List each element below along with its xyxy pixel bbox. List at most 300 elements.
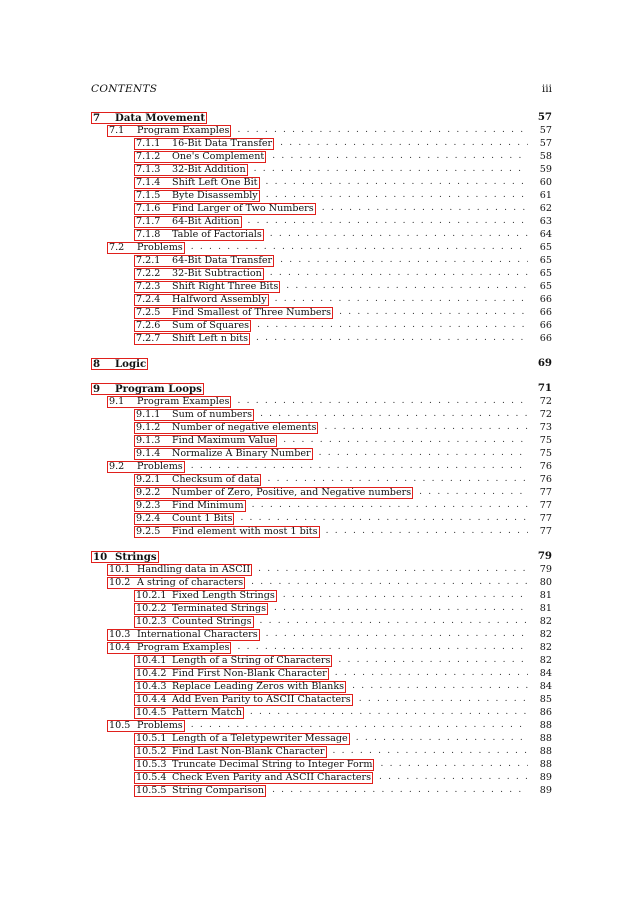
- toc-link[interactable]: [107, 396, 231, 408]
- toc-entry-number: 7.2: [109, 241, 125, 253]
- toc-link[interactable]: [107, 242, 185, 254]
- toc-entry-title: Find First Non-Blank Character: [172, 667, 327, 679]
- dot-leaders: [280, 137, 528, 150]
- toc-subsection-entry: [91, 447, 552, 460]
- toc-entry-number: 9.2: [109, 460, 125, 472]
- toc-entry-number: 7.1.4: [136, 176, 161, 188]
- toc-entry-title: Byte Disassembly: [172, 189, 258, 201]
- toc-page-number: 84: [539, 681, 552, 692]
- toc-page-number: 66: [539, 294, 552, 305]
- toc-subsection-entry: [91, 215, 552, 228]
- dot-leaders: [286, 280, 528, 293]
- dot-leaders: [272, 784, 528, 797]
- toc-link[interactable]: [134, 422, 318, 434]
- dot-leaders: [258, 563, 528, 576]
- toc-entry-number: 8: [93, 357, 101, 370]
- toc-entry-title: Problems: [137, 241, 183, 253]
- toc-entry-title: A string of characters: [137, 576, 244, 588]
- toc-page-number: 82: [539, 616, 552, 627]
- toc-page-number: 88: [539, 733, 552, 744]
- dot-leaders: [419, 486, 528, 499]
- dot-leaders: [270, 267, 528, 280]
- toc-link[interactable]: [134, 681, 346, 693]
- toc-page-number: 66: [539, 320, 552, 331]
- toc-link[interactable]: [134, 668, 329, 680]
- toc-entry-number: 7.2.1: [136, 254, 161, 266]
- toc-entry-number: 7.2.7: [136, 332, 161, 344]
- dot-leaders: [260, 615, 528, 628]
- toc-entry-title: Program Loops: [115, 382, 202, 395]
- dot-leaders: [260, 408, 528, 421]
- toc-entry-title: Data Movement: [115, 111, 206, 124]
- dot-leaders: [324, 421, 528, 434]
- toc-page-number: 89: [539, 785, 552, 796]
- toc-entry-number: 7.1.3: [136, 163, 161, 175]
- toc-entry-number: 9.2.5: [136, 525, 161, 537]
- toc-entry-title: 32-Bit Addition: [172, 163, 246, 175]
- toc-page-number: 79: [537, 550, 552, 562]
- toc-link[interactable]: [134, 603, 268, 615]
- toc-subsection-entry: [91, 228, 552, 241]
- toc-page-number: 64: [539, 229, 552, 240]
- dot-leaders: [251, 576, 528, 589]
- toc-section-entry: [91, 460, 552, 473]
- toc-subsection-entry: [91, 589, 552, 602]
- toc-page-number: 81: [539, 590, 552, 601]
- toc-link[interactable]: [134, 590, 277, 602]
- toc-entry-title: String Comparison: [172, 784, 265, 796]
- toc-entry-title: Strings: [115, 550, 157, 563]
- dot-leaders: [191, 241, 528, 254]
- toc-page-number: 72: [539, 409, 552, 420]
- table-of-contents: [91, 111, 552, 797]
- dot-leaders: [283, 589, 528, 602]
- dot-leaders: [256, 332, 528, 345]
- toc-entry-title: Shift Right Three Bits: [172, 280, 279, 292]
- toc-entry-number: 7.1.6: [136, 202, 161, 214]
- toc-entry-number: 10.2.1: [136, 589, 167, 601]
- toc-page-number: 88: [539, 759, 552, 770]
- toc-subsection-entry: [91, 732, 552, 745]
- dot-leaders: [280, 254, 528, 267]
- toc-entry-title: 64-Bit Adition: [172, 215, 240, 227]
- toc-link[interactable]: [91, 383, 204, 395]
- dot-leaders: [272, 150, 528, 163]
- toc-link[interactable]: [134, 138, 274, 150]
- toc-subsection-entry: [91, 512, 552, 525]
- toc-link[interactable]: [134, 333, 250, 345]
- toc-entry-title: 16-Bit Data Transfer: [172, 137, 273, 149]
- toc-entry-number: 7: [93, 111, 101, 124]
- toc-entry-title: Replace Leading Zeros with Blanks: [172, 680, 345, 692]
- toc-entry-number: 10.3: [109, 628, 131, 640]
- toc-entry-number: 9.1.2: [136, 421, 161, 433]
- toc-entry-title: Length of a String of Characters: [172, 654, 331, 666]
- toc-link[interactable]: [134, 772, 373, 784]
- toc-subsection-entry: [91, 408, 552, 421]
- toc-subsection-entry: [91, 267, 552, 280]
- toc-subsection-entry: [91, 280, 552, 293]
- dot-leaders: [252, 499, 528, 512]
- toc-page-number: 77: [539, 513, 552, 524]
- toc-entry-number: 7.2.6: [136, 319, 161, 331]
- toc-link[interactable]: [107, 125, 231, 137]
- toc-chapter-entry: [91, 382, 552, 395]
- toc-entry-number: 9.2.1: [136, 473, 161, 485]
- dot-leaders: [322, 202, 528, 215]
- dot-leaders: [240, 512, 528, 525]
- toc-subsection-entry: [91, 745, 552, 758]
- toc-entry-title: Count 1 Bits: [172, 512, 233, 524]
- dot-leaders: [237, 641, 528, 654]
- toc-page-number: 73: [539, 422, 552, 433]
- toc-section-entry: [91, 641, 552, 654]
- toc-subsection-entry: [91, 189, 552, 202]
- toc-subsection-entry: [91, 486, 552, 499]
- toc-entry-title: Find Last Non-Blank Character: [172, 745, 325, 757]
- dot-leaders: [267, 473, 528, 486]
- toc-link[interactable]: [134, 694, 353, 706]
- toc-page-number: 88: [539, 746, 552, 757]
- toc-subsection-entry: [91, 602, 552, 615]
- toc-page-number: 86: [539, 707, 552, 718]
- dot-leaders: [379, 771, 528, 784]
- toc-entry-number: 7.2.3: [136, 280, 161, 292]
- toc-entry-title: International Characters: [137, 628, 258, 640]
- toc-link[interactable]: [134, 151, 266, 163]
- toc-link[interactable]: [91, 358, 148, 370]
- toc-entry-title: Counted Strings: [172, 615, 252, 627]
- toc-section-entry: [91, 241, 552, 254]
- toc-subsection-entry: [91, 306, 552, 319]
- dot-leaders: [356, 732, 528, 745]
- dot-leaders: [274, 602, 528, 615]
- dot-leaders: [270, 228, 528, 241]
- toc-link[interactable]: [134, 759, 374, 771]
- toc-link[interactable]: [134, 307, 333, 319]
- dot-leaders: [283, 434, 528, 447]
- toc-page-number: 88: [539, 720, 552, 731]
- toc-entry-number: 9: [93, 382, 101, 395]
- toc-page-number: 85: [539, 694, 552, 705]
- toc-entry-number: 7.1: [109, 124, 125, 136]
- toc-entry-title: Table of Factorials: [172, 228, 262, 240]
- toc-page-number: 75: [539, 435, 552, 446]
- toc-page-number: 89: [539, 772, 552, 783]
- toc-page-number: 72: [539, 396, 552, 407]
- toc-entry-title: Fixed Length Strings: [172, 589, 275, 601]
- toc-subsection-entry: [91, 615, 552, 628]
- toc-entry-number: 7.1.1: [136, 137, 161, 149]
- toc-link[interactable]: [134, 707, 244, 719]
- toc-chapter-entry: [91, 550, 552, 563]
- toc-chapter-entry: [91, 111, 552, 124]
- toc-link[interactable]: [134, 655, 332, 667]
- toc-entry-number: 7.1.8: [136, 228, 161, 240]
- toc-page-number: 63: [539, 216, 552, 227]
- toc-entry-title: Find Smallest of Three Numbers: [172, 306, 332, 318]
- toc-entry-number: 10.2.2: [136, 602, 167, 614]
- toc-entry-number: 10.4.3: [136, 680, 167, 692]
- toc-page-number: 65: [539, 242, 552, 253]
- toc-page-number: 82: [539, 629, 552, 640]
- toc-link[interactable]: [134, 435, 277, 447]
- toc-page-number: 82: [539, 655, 552, 666]
- toc-entry-title: Pattern Match: [172, 706, 242, 718]
- toc-subsection-entry: [91, 163, 552, 176]
- toc-subsection-entry: [91, 680, 552, 693]
- toc-subsection-entry: [91, 254, 552, 267]
- toc-link[interactable]: [91, 551, 159, 563]
- running-header: [91, 83, 552, 97]
- toc-entry-number: 9.1.3: [136, 434, 161, 446]
- toc-subsection-entry: [91, 434, 552, 447]
- toc-entry-title: Add Even Parity to ASCII Chatacters: [172, 693, 351, 705]
- toc-entry-title: Number of negative elements: [172, 421, 317, 433]
- toc-link[interactable]: [134, 733, 350, 745]
- toc-section-entry: [91, 719, 552, 732]
- toc-subsection-entry: [91, 784, 552, 797]
- toc-subsection-entry: [91, 525, 552, 538]
- toc-subsection-entry: [91, 693, 552, 706]
- dot-leaders: [266, 189, 528, 202]
- toc-entry-title: Handling data in ASCII: [137, 563, 251, 575]
- toc-entry-title: Logic: [115, 357, 147, 370]
- toc-entry-number: 10.1: [109, 563, 131, 575]
- dot-leaders: [266, 176, 528, 189]
- toc-link[interactable]: [134, 785, 266, 797]
- toc-entry-title: Checksum of data: [172, 473, 260, 485]
- toc-entry-title: 32-Bit Subtraction: [172, 267, 262, 279]
- toc-page-number: 61: [539, 190, 552, 201]
- toc-page-number: 62: [539, 203, 552, 214]
- toc-entry-number: 10.2.3: [136, 615, 167, 627]
- toc-link[interactable]: [107, 564, 252, 576]
- dot-leaders: [380, 758, 528, 771]
- toc-page-number: 59: [539, 164, 552, 175]
- toc-subsection-entry: [91, 137, 552, 150]
- toc-entry-title: Sum of numbers: [172, 408, 253, 420]
- toc-link[interactable]: [107, 720, 185, 732]
- toc-link[interactable]: [134, 474, 261, 486]
- toc-entry-title: Halfword Assembly: [172, 293, 267, 305]
- toc-link[interactable]: [134, 320, 251, 332]
- toc-entry-number: 7.1.5: [136, 189, 161, 201]
- toc-entry-title: Find element with most 1 bits: [172, 525, 318, 537]
- toc-entry-number: 7.1.2: [136, 150, 161, 162]
- toc-page-number: 77: [539, 487, 552, 498]
- toc-entry-number: 10.5.5: [136, 784, 167, 796]
- dot-leaders: [237, 395, 528, 408]
- toc-entry-title: Program Examples: [137, 124, 230, 136]
- toc-entry-number: 10.2: [109, 576, 131, 588]
- toc-entry-number: 9.1.1: [136, 408, 161, 420]
- running-header-title: CONTENTS: [91, 83, 158, 95]
- toc-page-number: 71: [537, 382, 552, 394]
- toc-link[interactable]: [91, 112, 207, 124]
- toc-page-number: 66: [539, 333, 552, 344]
- toc-link[interactable]: [107, 577, 245, 589]
- toc-page-number: 58: [539, 151, 552, 162]
- toc-entry-number: 10.5.4: [136, 771, 167, 783]
- dot-leaders: [248, 215, 529, 228]
- dot-leaders: [191, 719, 528, 732]
- toc-entry-number: 10.4.5: [136, 706, 167, 718]
- toc-page-number: 77: [539, 500, 552, 511]
- toc-subsection-entry: [91, 202, 552, 215]
- toc-link[interactable]: [134, 164, 248, 176]
- dot-leaders: [275, 293, 528, 306]
- toc-entry-number: 10.4.4: [136, 693, 167, 705]
- toc-link[interactable]: [134, 177, 260, 189]
- dot-leaders: [333, 745, 528, 758]
- toc-page-number: 80: [539, 577, 552, 588]
- toc-subsection-entry: [91, 293, 552, 306]
- toc-entry-number: 10.4: [109, 641, 131, 653]
- toc-link[interactable]: [107, 461, 185, 473]
- toc-entry-title: Normalize A Binary Number: [172, 447, 311, 459]
- toc-link[interactable]: [134, 190, 260, 202]
- toc-entry-title: Sum of Squares: [172, 319, 250, 331]
- dot-leaders: [339, 306, 528, 319]
- toc-subsection-entry: [91, 421, 552, 434]
- toc-entry-number: 10.4.2: [136, 667, 167, 679]
- toc-link[interactable]: [134, 229, 264, 241]
- toc-link[interactable]: [107, 642, 231, 654]
- toc-section-entry: [91, 563, 552, 576]
- toc-link[interactable]: [134, 746, 327, 758]
- toc-page-number: 76: [539, 461, 552, 472]
- toc-link[interactable]: [134, 487, 413, 499]
- toc-subsection-entry: [91, 771, 552, 784]
- toc-page-number: 57: [537, 111, 552, 123]
- toc-subsection-entry: [91, 319, 552, 332]
- toc-link[interactable]: [134, 500, 246, 512]
- toc-entry-title: Find Minimum: [172, 499, 244, 511]
- toc-entry-number: 9.2.4: [136, 512, 161, 524]
- toc-link[interactable]: [134, 216, 242, 228]
- toc-page-number: 77: [539, 526, 552, 537]
- dot-leaders: [250, 706, 528, 719]
- toc-page-number: 75: [539, 448, 552, 459]
- toc-entry-number: 10.5.2: [136, 745, 167, 757]
- dot-leaders: [237, 124, 528, 137]
- toc-entry-number: 10: [93, 550, 108, 563]
- toc-section-entry: [91, 576, 552, 589]
- toc-section-entry: [91, 395, 552, 408]
- toc-entry-title: Shift Left One Bit: [172, 176, 258, 188]
- toc-section-entry: [91, 124, 552, 137]
- toc-link[interactable]: [134, 526, 320, 538]
- toc-subsection-entry: [91, 499, 552, 512]
- running-header-page-number: iii: [541, 83, 552, 95]
- toc-page-number: 65: [539, 255, 552, 266]
- toc-entry-title: Program Examples: [137, 395, 230, 407]
- toc-subsection-entry: [91, 758, 552, 771]
- toc-entry-title: Find Maximum Value: [172, 434, 276, 446]
- toc-subsection-entry: [91, 176, 552, 189]
- toc-entry-title: Terminated Strings: [172, 602, 267, 614]
- toc-subsection-entry: [91, 473, 552, 486]
- toc-entry-number: 9.2.2: [136, 486, 161, 498]
- toc-entry-number: 10.5: [109, 719, 131, 731]
- toc-entry-title: Length of a Teletypewriter Message: [172, 732, 348, 744]
- toc-entry-number: 10.4.1: [136, 654, 167, 666]
- toc-entry-title: Check Even Parity and ASCII Characters: [172, 771, 372, 783]
- toc-entry-title: Problems: [137, 460, 183, 472]
- toc-page-number: 82: [539, 642, 552, 653]
- toc-entry-title: Shift Left n bits: [172, 332, 248, 344]
- toc-entry-title: Find Larger of Two Numbers: [172, 202, 314, 214]
- dot-leaders: [335, 667, 528, 680]
- toc-entry-number: 7.2.4: [136, 293, 161, 305]
- toc-entry-number: 7.1.7: [136, 215, 161, 227]
- toc-section-entry: [91, 628, 552, 641]
- toc-subsection-entry: [91, 667, 552, 680]
- toc-entry-title: 64-Bit Data Transfer: [172, 254, 273, 266]
- toc-link[interactable]: [134, 513, 234, 525]
- toc-page-number: 76: [539, 474, 552, 485]
- toc-link[interactable]: [107, 629, 260, 641]
- dot-leaders: [254, 163, 528, 176]
- toc-entry-title: Problems: [137, 719, 183, 731]
- toc-link[interactable]: [134, 281, 280, 293]
- toc-page-number: 60: [539, 177, 552, 188]
- toc-entry-number: 9.1.4: [136, 447, 161, 459]
- toc-link[interactable]: [134, 268, 264, 280]
- toc-subsection-entry: [91, 332, 552, 345]
- dot-leaders: [319, 447, 528, 460]
- toc-page-number: 81: [539, 603, 552, 614]
- toc-page-number: 69: [537, 357, 552, 369]
- dot-leaders: [257, 319, 528, 332]
- toc-page-number: 65: [539, 268, 552, 279]
- toc-subsection-entry: [91, 706, 552, 719]
- toc-entry-number: 7.2.2: [136, 267, 161, 279]
- toc-entry-title: One's Complement: [172, 150, 265, 162]
- toc-link[interactable]: [134, 616, 254, 628]
- dot-leaders: [266, 628, 528, 641]
- toc-entry-title: Truncate Decimal String to Integer Form: [172, 758, 373, 770]
- dot-leaders: [338, 654, 528, 667]
- toc-page-number: 65: [539, 281, 552, 292]
- toc-link[interactable]: [134, 409, 254, 421]
- toc-page-number: 57: [539, 138, 552, 149]
- dot-leaders: [326, 525, 528, 538]
- toc-entry-number: 9.2.3: [136, 499, 161, 511]
- toc-page-number: 66: [539, 307, 552, 318]
- toc-entry-number: 10.5.3: [136, 758, 167, 770]
- toc-entry-number: 10.5.1: [136, 732, 167, 744]
- toc-entry-title: Program Examples: [137, 641, 230, 653]
- toc-page-number: 79: [539, 564, 552, 575]
- toc-subsection-entry: [91, 654, 552, 667]
- dot-leaders: [352, 680, 528, 693]
- toc-link[interactable]: [134, 255, 274, 267]
- toc-page-number: 57: [539, 125, 552, 136]
- toc-chapter-entry: [91, 357, 552, 370]
- toc-link[interactable]: [134, 294, 269, 306]
- dot-leaders: [359, 693, 528, 706]
- toc-entry-number: 7.2.5: [136, 306, 161, 318]
- toc-subsection-entry: [91, 150, 552, 163]
- toc-link[interactable]: [134, 448, 313, 460]
- toc-entry-number: 9.1: [109, 395, 125, 407]
- dot-leaders: [191, 460, 528, 473]
- toc-entry-title: Number of Zero, Positive, and Negative numbers: [172, 486, 412, 498]
- toc-link[interactable]: [134, 203, 316, 215]
- toc-page-number: 84: [539, 668, 552, 679]
